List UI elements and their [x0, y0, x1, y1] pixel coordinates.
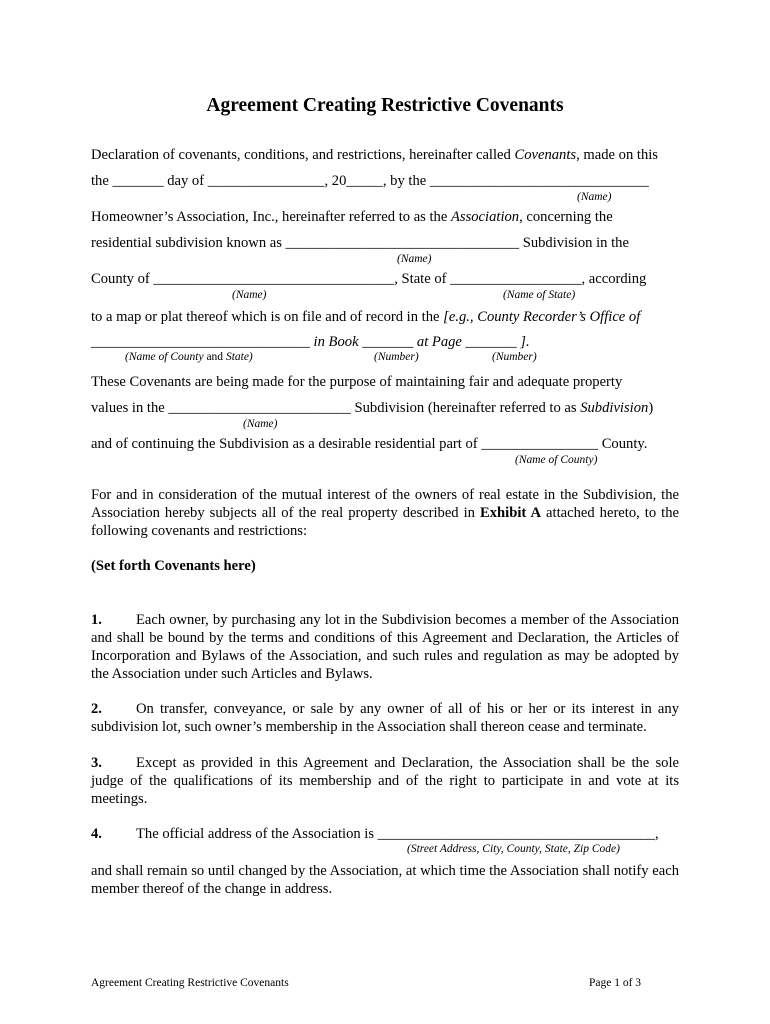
covenant-item-2: 2. On transfer, conveyance, or sale by any owner of all of his or her or its interest in any subdivision lot, such owner’s membership in the Association shall thereon cease and terminate. [91, 701, 679, 735]
declaration-line-2: the _______ day of ________________, 20_____, by the ______________________________ [91, 173, 649, 189]
covenant-item-1: 1. Each owner, by purchasing any lot in the Subdivision becomes a member of the Association and shall be bound by the terms and conditions of this Agreement and Declaration, the Articles of Incorporation and Bylaws of the Association, and such rules and regulation as may be adopted by the Association under such Articles and Bylaws. [91, 612, 679, 682]
declaration-line-4: residential subdivision known as ________________________________ Subdivision in the [91, 235, 629, 251]
hint-name-of-county: (Name of County) [515, 454, 598, 466]
declaration-line-1: Declaration of covenants, conditions, and restrictions, hereinafter called Covenants, made on this [91, 147, 658, 163]
set-forth-heading: (Set forth Covenants here) [91, 558, 256, 574]
document-page [91, 0, 679, 1024]
covenant-item-4: 4. The official address of the Association is ______________________________________, [91, 826, 659, 842]
declaration-line-7: ______________________________ in Book _______ at Page _______ ]. [91, 334, 530, 350]
consideration-paragraph: For and in consideration of the mutual interest of the owners of real estate in the Subdivision, the Association hereby subjects all of the real property described in Exhibit A attached hereto, to the following covenants and restrictions: [91, 487, 680, 539]
hint-name: (Name) [232, 289, 267, 301]
declaration-line-8: These Covenants are being made for the purpose of maintaining fair and adequate property [91, 374, 623, 390]
declaration-line-5: County of _________________________________, State of __________________, according [91, 271, 647, 287]
hint-street-address: (Street Address, City, County, State, Zip Code) [407, 843, 620, 855]
page-number: Page 1 of 3 [589, 977, 642, 989]
declaration-line-3: Homeowner’s Association, Inc., hereinafter referred to as the Association, concerning the [91, 209, 613, 225]
declaration-line-9: values in the _________________________ Subdivision (hereinafter referred to as Subdivision) [91, 400, 654, 416]
hint-number: (Number) [492, 351, 537, 363]
hint-name-of-state: (Name of State) [503, 289, 576, 301]
hint-number: (Number) [374, 351, 419, 363]
hint-name: (Name) [243, 418, 278, 430]
declaration-line-6: to a map or plat thereof which is on file and of record in the [e.g., County Recorder’s Office of [91, 309, 641, 325]
covenant-item-4-continued: and shall remain so until changed by the Association, at which time the Association shall notify each member thereof of the change in address. [91, 863, 679, 897]
declaration-line-10: and of continuing the Subdivision as a desirable residential part of ________________ County. [91, 436, 648, 452]
hint-name: (Name) [577, 191, 612, 203]
hint-name: (Name) [397, 253, 432, 265]
document-title: Agreement Creating Restrictive Covenants [206, 95, 564, 116]
covenant-item-3: 3. Except as provided in this Agreement and Declaration, the Association shall be the sole judge of the qualifications of its membership and of the right to participate in and vote at its meetings. [91, 755, 679, 807]
hint-name-of-county-and-state: (Name of County and State) [125, 351, 253, 363]
footer-title: Agreement Creating Restrictive Covenants [91, 977, 289, 989]
